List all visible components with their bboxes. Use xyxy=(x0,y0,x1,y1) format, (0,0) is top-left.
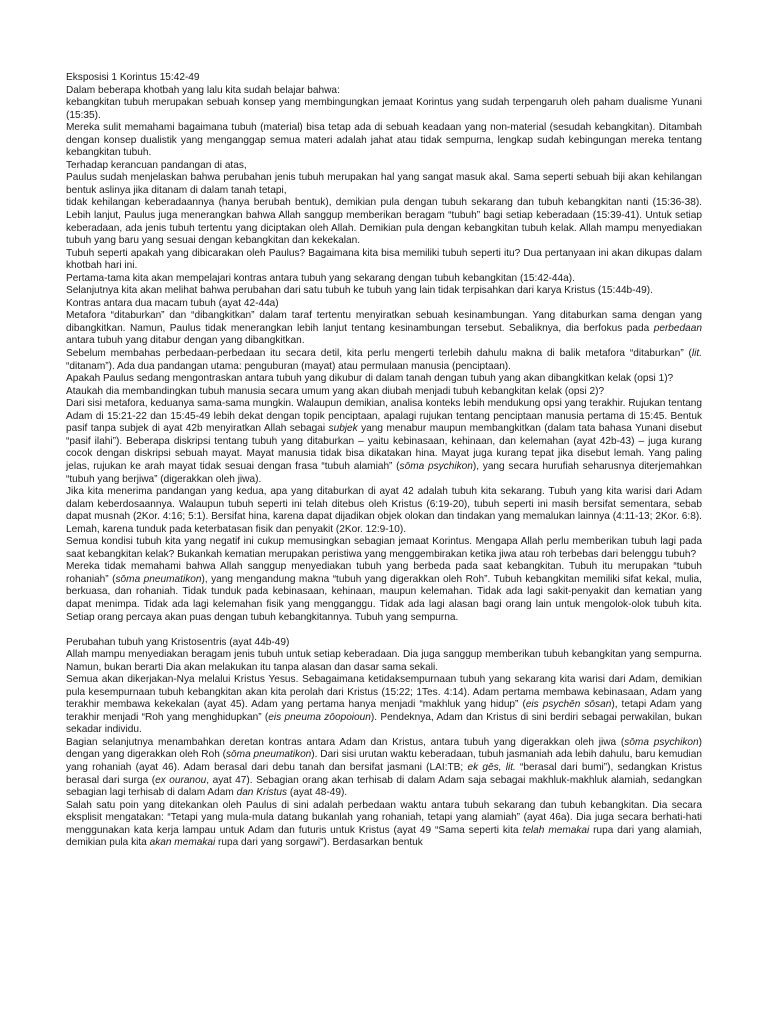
paragraph xyxy=(66,248,702,273)
text-run: ), yang secara hurufiah seharusnya diterjemahkan “tubuh yang berjiwa” (digerakkan oleh jiwa). xyxy=(66,460,702,485)
text-run: Mereka sulit memahami bagaimana tubuh (material) bisa tetap ada di sebuah keadaan yang non-material (sesudah kebangkitan). Ditambah dengan konsep dualistik yang menganggap semua materi adalah jahat atau tidak sempurna, lengkap sudah kebingungan mereka tentang kebangkitan tubuh. xyxy=(66,122,702,159)
paragraph xyxy=(66,160,702,173)
text-run: ) dengan yang digerakkan oleh Roh ( xyxy=(66,736,702,761)
text-run: , ayat 47). Sebagian orang akan terhisab di dalam Adam saja sebagai makhluk-makhluk alamiah, sedangkan sebagian lagi terhisab di dalam Adam xyxy=(66,774,702,799)
italic-term: sōma psychikon xyxy=(624,736,699,748)
section-heading xyxy=(66,637,702,650)
italic-term: telah memakai xyxy=(522,824,590,836)
text-run: ), yang mengandung makna “tubuh yang digerakkan oleh Roh”. Tubuh kebangkitan memiliki sifat kekal, mulia, berkuasa, dan rohaniah. Tidak tunduk pada kebinasaan, kehinaan, maupun kelemahan. Tidak ada lagi sakit-penyakit dan kematian yang dapat menimpa. Tidak ada lagi kelemahan fisik yang mengganggu. Tidak ada lagi alasan bagi orang lain untuk mengolok-olok tubuh kita. Setiap orang percaya akan puas dengan tubuh kebangkitannya. Tubuh yang sempurna. xyxy=(66,573,702,623)
paragraph xyxy=(66,649,702,674)
paragraph xyxy=(66,310,702,348)
text-run: Semua kondisi tubuh kita yang negatif ini cukup memusingkan sebagian jemaat Korintus. Mengapa Allah perlu memberikan tubuh lagi pada saat kebangkitan kelak? Bukankah kematian merupakan peristiwa yang menggembirakan ketika jiwa atau roh terbebas dari belenggu tubuh? xyxy=(66,536,702,560)
text-run: ). Pendeknya, Adam dan Kristus di sini berdiri sebagai perwakilan, bukan sekadar individu. xyxy=(66,711,702,736)
text-run: (ayat 48-49). xyxy=(287,787,348,799)
italic-term: akan memakai xyxy=(149,837,216,849)
text-run: Metafora “ditaburkan” dan “dibangkitkan” dalam taraf tertentu menyiratkan sebuah kesinambungan. Yang ditaburkan sama dengan yang dibangkitkan. Namun, Paulus tidak menerangkan lebih lanjut tentang kesinambungan tersebut. Sebaliknya, dia berfokus pada xyxy=(66,310,702,334)
text-run: Bagian selanjutnya menambahkan deretan kontras antara Adam dan Kristus, antara tubuh yang digerakkan oleh jiwa ( xyxy=(66,736,625,748)
text-run: Kontras antara dua macam tubuh (ayat 42-44a) xyxy=(66,297,279,309)
text-run: Selanjutnya kita akan melihat bahwa perubahan dari satu tubuh ke tubuh yang lain tidak terpisahkan dari karya Kristus (15:44b-49). xyxy=(66,285,653,297)
text-run: Terhadap kerancuan pandangan di atas, xyxy=(66,159,247,171)
document-page xyxy=(66,72,702,850)
paragraph xyxy=(66,386,702,399)
text-run: yang menabur maupun membangkitkan (dalam tata bahasa Yunani disebut “pasif ilahi”). Beberapa diskripsi tentang tubuh yang ditaburkan – yaitu kebinasaan, kehinaan, dan kelemahan (ayat 42b-43) – juga kurang cocok dengan diskripsi sebuah mayat. Mayat manusia tidak bisa dikatakan hina. Mayat juga kurang tepat jika disebut lemah. Yang paling jelas, rujukan ke arah mayat tidak sesuai dengan frasa “tubuh alamiah” ( xyxy=(66,423,702,472)
paragraph xyxy=(66,122,702,160)
paragraph xyxy=(66,398,702,486)
text-run: Sebelum membahas perbedaan-perbedaan itu secara detil, kita perlu mengerti terlebih dahulu makna di balik metafora “ditaburkan” ( xyxy=(66,348,692,360)
italic-term: eis pneuma zōopoioun xyxy=(268,711,371,723)
text-run: “berasal dari bumi”), sedangkan Kristus berasal dari surga ( xyxy=(66,762,703,786)
text-run: Eksposisi 1 Korintus 15:42-49 xyxy=(66,72,200,83)
text-run: Jika kita menerima pandangan yang kedua, apa yang ditaburkan di ayat 42 adalah tubuh kita sekarang. Tubuh yang kita warisi dari Adam dalam keberdosaannya. Walaupun tubuh seperti ini telah ditebus oleh Kristus (6:19-20), tubuh seperti ini masih bersifat sementara, sebab dapat musnah (2Kor. 4:16; 5:1). Bersifat hina, karena dapat dijadikan objek olokan dan tindakan yang memalukan lainnya (4:11-13; 2Kor. 6:8). Lemah, karena tunduk pada keterbatasan fisik dan penyakit (2Kor. 12:9-10). xyxy=(66,486,702,535)
text-run: rupa dari yang sorgawi”). Berdasarkan bentuk xyxy=(215,837,423,849)
text-run: Apakah Paulus sedang mengontraskan antara tubuh yang dikubur di dalam tanah dengan tubuh yang akan dibangkitkan kelak (opsi 1)? xyxy=(66,373,674,385)
text-run: Salah satu poin yang ditekankan oleh Paulus di sini adalah perbedaan waktu antara tubuh sekarang dan tubuh kebangkitan. Dia secara eksplisit mengatakan: “Tetapi yang mula-mula datang bukanlah yang rohaniah, tetapi yang alamiah” (ayat 46a). Dia juga secara berhati-hati menggunakan kata kerja lampau untuk Adam dan futuris untuk Kristus (ayat 49 “Sama seperti kita xyxy=(66,799,702,836)
paragraph xyxy=(66,800,702,850)
italic-term: sōma pneumatikon xyxy=(115,573,202,585)
paragraph xyxy=(66,373,702,386)
italic-term: sōma pneumatikon xyxy=(226,749,312,761)
paragraph xyxy=(66,197,702,247)
paragraph xyxy=(66,85,702,98)
text-run: tidak kehilangan keberadaannya (hanya berubah bentuk), demikian pula dengan tubuh sekarang dan tubuh kebangkitan nanti (15:36-38). Lebih lanjut, Paulus juga menerangkan bahwa Allah sanggup memberikan beragam “tubuh” bagi setiap keberadaan (15:39-41). Untuk setiap keberadaan, ada jenis tubuh tertentu yang diciptakan oleh Allah. Demikian pula dengan kebangkitan tubuh kelak. Allah mampu menyediakan tubuh yang baru yang sesuai dengan kebangkitan dan kekekalan. xyxy=(66,197,702,247)
paragraph xyxy=(66,348,702,373)
doc-title xyxy=(66,72,702,85)
text-run: rupa dari yang alamiah, demikian pula kita xyxy=(66,824,702,849)
section-heading xyxy=(66,298,702,311)
text-run: Mereka tidak memahami bahwa Allah sanggup menyediakan tubuh yang berbeda pada saat kebangkitan. Tubuh itu merupakan “tubuh rohaniah” ( xyxy=(66,561,702,585)
paragraph xyxy=(66,737,702,800)
paragraph xyxy=(66,674,702,737)
italic-term: dan Kristus xyxy=(236,787,288,799)
italic-term: ex ouranou xyxy=(155,774,207,786)
paragraph xyxy=(66,97,702,122)
text-run: Ataukah dia membandingkan tubuh manusia secara umum yang akan diubah menjadi tubuh kebangkitan kelak (opsi 2)? xyxy=(66,385,605,397)
italic-term: sōma psychikon xyxy=(399,460,473,472)
text-run: Pertama-tama kita akan mempelajari kontras antara tubuh yang sekarang dengan tubuh kebangkitan (15:42-44a). xyxy=(66,272,575,284)
italic-term: subjek xyxy=(328,423,358,435)
italic-term: lit. xyxy=(691,348,702,360)
paragraph xyxy=(66,273,702,286)
text-run: antara tubuh yang ditabur dengan yang dibangkitkan. xyxy=(66,335,305,347)
text-run: ), tetapi Adam yang terakhir menjadi “Roh yang menghidupkan” ( xyxy=(66,699,702,723)
text-run: Dari sisi metafora, keduanya sama-sama mungkin. Walaupun demikian, analisa konteks lebih mendukung opsi yang terakhir. Rujukan tentang Adam di 15:21-22 dan 15:45-49 lebih dekat dengan topik penciptaan, apalagi rujukan tentang penciptaan manusia pertama di 15:45. Bentuk pasif tanpa subjek di ayat 42b menyiratkan Allah sebagai xyxy=(66,398,702,435)
text-run: kebangkitan tubuh merupakan sebuah konsep yang membingungkan jemaat Korintus yang sudah terpengaruh oleh paham dualisme Yunani (15:35). xyxy=(66,97,702,121)
paragraph xyxy=(66,285,702,298)
paragraph xyxy=(66,561,702,624)
text-run: Semua akan dikerjakan-Nya melalui Kristus Yesus. Sebagaimana ketidaksempurnaan tubuh yang sekarang kita warisi dari Adam, demikian pula kesempurnaan tubuh kebangkitan akan kita perolah dari Kristus (15:22; 1Tes. 4:14). Adam pertama membawa kebinasaan, Adam yang terakhir membawa kekekalan (ayat 45). Adam yang pertama hanya menjadi “makhluk yang hidup” ( xyxy=(66,674,702,711)
paragraph xyxy=(66,536,702,561)
text-run: Tubuh seperti apakah yang dibicarakan oleh Paulus? Bagaimana kita bisa memiliki tubuh seperti itu? Dua pertanyaan ini akan dikupas dalam khotbah hari ini. xyxy=(66,247,702,272)
text-run: Perubahan tubuh yang Kristosentris (ayat 44b-49) xyxy=(66,636,290,648)
text-run: Allah mampu menyediakan beragam jenis tubuh untuk setiap keberadaan. Dia juga sanggup memberikan tubuh kebangkitan yang sempurna. Namun, bukan berarti Dia akan melakukan itu tanpa alasan dan dasar sama sekali. xyxy=(66,649,702,673)
text-run: Paulus sudah menjelaskan bahwa perubahan jenis tubuh merupakan hal yang sangat masuk akal. Sama seperti sebuah biji akan kehilangan bentuk aslinya jika ditanam di dalam tanah tetapi, xyxy=(66,172,702,196)
paragraph xyxy=(66,172,702,197)
italic-term: ek gēs, lit. xyxy=(467,762,516,774)
text-run: Dalam beberapa khotbah yang lalu kita sudah belajar bahwa: xyxy=(66,84,340,96)
text-run: ). Dari sisi urutan waktu keberadaan, tubuh jasmaniah ada lebih dahulu, baru kemudian yang rohaniah (ayat 46). Adam berasal dari debu tanah dan bersifat jasmani (LAI:TB; xyxy=(66,749,702,774)
text-run: “ditanam”). Ada dua pandangan utama: penguburan (mayat) atau permulaan manusia (penciptaan). xyxy=(66,360,511,372)
paragraph-spacer xyxy=(66,624,702,637)
italic-term: perbedaan xyxy=(653,322,702,334)
italic-term: eis psychēn sōsan xyxy=(525,699,612,711)
paragraph xyxy=(66,486,702,536)
